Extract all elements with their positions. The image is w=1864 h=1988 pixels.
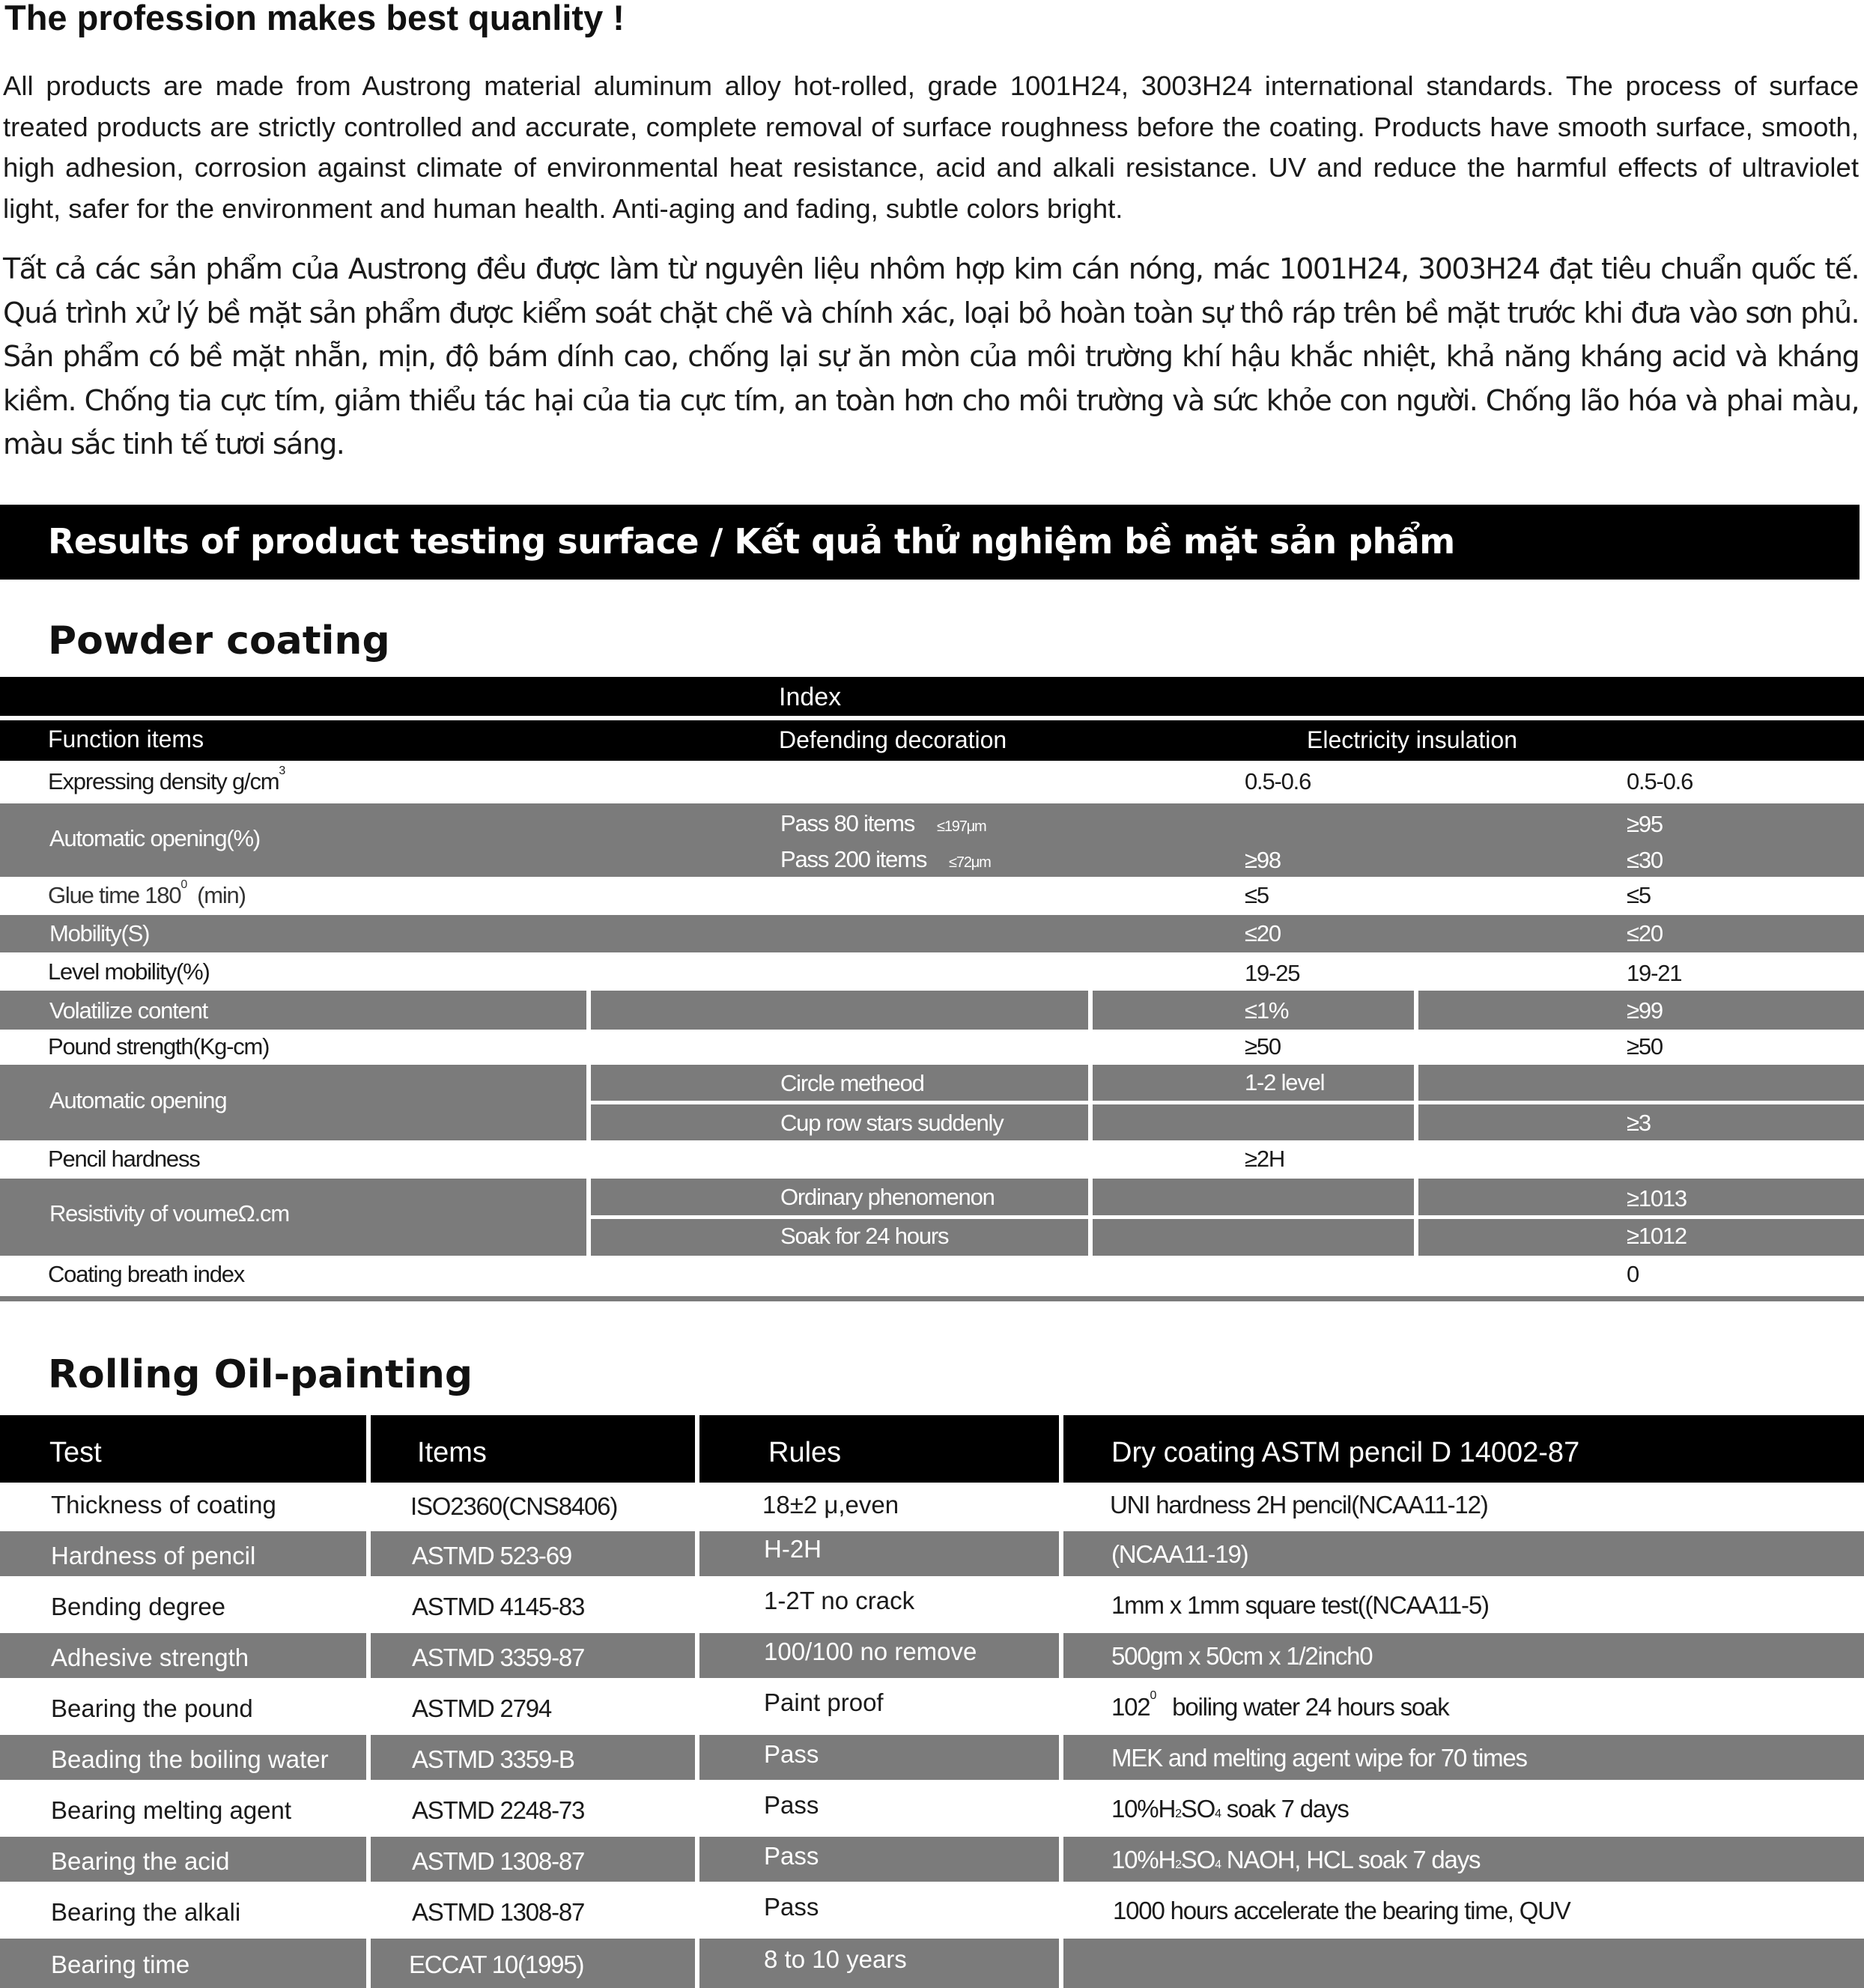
powder-header-defending: Defending decoration (779, 726, 1007, 753)
rolling-row-1-dry: UNI hardness 2H pencil(NCAA11-12) (1110, 1491, 1488, 1519)
rolling-row-9-dry: 1000 hours accelerate the bearing time, QUV (1113, 1897, 1570, 1924)
powder-row-4-v2: ≤20 (1627, 920, 1663, 946)
powder-row-7-label: Pound strength(Kg-cm) (48, 1033, 270, 1060)
rolling-row-1-test: Thickness of coating (51, 1491, 276, 1519)
powder-row-11-label: Coating breath index (48, 1261, 245, 1287)
powder-row-7-v1: ≥50 (1245, 1033, 1281, 1060)
powder-row-6-v2: ≥99 (1627, 997, 1663, 1024)
results-banner (0, 505, 1860, 580)
powder-row-9-label: Pencil hardness (48, 1146, 200, 1172)
rolling-row-6-rules: Pass (764, 1740, 819, 1768)
powder-row-6-divider-2 (1088, 991, 1093, 1030)
powder-row-2-v2a: ≥95 (1627, 811, 1663, 837)
rolling-row-5-items: ASTMD 2794 (412, 1694, 552, 1722)
powder-header-function: Function items (48, 726, 204, 753)
powder-row-4-bg (0, 915, 1864, 952)
rolling-row-1-rules: 18±2 μ,even (762, 1491, 899, 1519)
rolling-row-6-test: Beading the boiling water (51, 1745, 329, 1773)
rolling-row-8-test: Bearing the acid (51, 1847, 230, 1875)
powder-row-6-label: Volatilize content (49, 997, 208, 1024)
powder-row-5-v1: 19-25 (1245, 960, 1300, 986)
powder-row-10-label: Resistivity of voumeΩ.cm (49, 1200, 289, 1226)
powder-row-8-sub1-v1: 1-2 level (1245, 1069, 1325, 1095)
powder-row-4-label: Mobility(S) (49, 920, 150, 946)
rolling-row-3-rules: 1-2T no crack (764, 1587, 915, 1614)
powder-row-8-sub2: Cup row stars suddenly (780, 1110, 1004, 1136)
powder-row-10-hdivider (586, 1215, 1864, 1219)
rolling-row-7-items: ASTMD 2248-73 (412, 1796, 585, 1824)
rolling-row-2-rules: H-2H (764, 1535, 822, 1563)
powder-row-5-label: Level mobility(%) (48, 958, 210, 985)
powder-header-index: Index (779, 683, 842, 711)
rolling-row-3-test: Bending degree (51, 1593, 226, 1620)
rolling-row-10-bg-4 (1063, 1939, 1864, 1988)
rolling-row-4-items: ASTMD 3359-87 (412, 1644, 585, 1671)
rolling-row-4-dry: 500gm x 50cm x 1/2inch0 (1111, 1642, 1373, 1670)
rolling-row-2-items: ASTMD 523-69 (412, 1542, 572, 1569)
rolling-row-1-items: ISO2360(CNS8406) (410, 1492, 618, 1520)
rolling-row-8-items: ASTMD 1308-87 (412, 1847, 585, 1875)
powder-row-2-label: Automatic opening(%) (49, 825, 260, 851)
rolling-title: Rolling Oil-painting (48, 1352, 473, 1397)
rolling-row-8-dry: 10%H2SO4 NAOH, HCL soak 7 days (1111, 1846, 1481, 1873)
powder-row-10-sub2: Soak for 24 hours (780, 1223, 949, 1249)
rolling-header-rules-bg (699, 1415, 1059, 1483)
powder-coating-title: Powder coating (48, 618, 390, 663)
powder-row-8-sub1: Circle metheod (780, 1070, 924, 1096)
rolling-row-2-dry: (NCAA11-19) (1111, 1540, 1248, 1568)
rolling-row-10-test: Bearing time (51, 1951, 190, 1978)
powder-row-8-hdivider (586, 1101, 1864, 1104)
rolling-row-5-dry: $102^0$ boiling water 24 hours soak (1111, 1689, 1449, 1721)
powder-row-2-v2b: ≤30 (1627, 847, 1663, 873)
rolling-row-2-bg-3 (699, 1531, 1059, 1576)
rolling-row-6-bg-3 (699, 1735, 1059, 1780)
rolling-row-8-rules: Pass (764, 1842, 819, 1870)
rolling-row-6-items: ASTMD 3359-B (412, 1745, 574, 1773)
rolling-row-4-rules: 100/100 no remove (764, 1638, 977, 1665)
rolling-row-7-rules: Pass (764, 1791, 819, 1819)
rolling-row-3-items: ASTMD 4145-83 (412, 1593, 585, 1620)
powder-row-1-v1: 0.5-0.6 (1245, 768, 1311, 794)
page-title: The profession makes best quanlity ! (4, 0, 625, 37)
rolling-header-rules: Rules (768, 1437, 842, 1468)
powder-row-6-v1: ≤1% (1245, 997, 1289, 1024)
powder-row-6-bg (0, 991, 1864, 1030)
rolling-header-dry: Dry coating ASTM pencil D 14002-87 (1111, 1437, 1580, 1468)
rolling-row-5-test: Bearing the pound (51, 1694, 253, 1722)
rolling-row-5-rules: Paint proof (764, 1688, 884, 1716)
powder-table-bottom-line (0, 1296, 1864, 1301)
powder-row-5-v2: 19-21 (1627, 960, 1682, 986)
powder-row-11-v2: 0 (1627, 1261, 1639, 1287)
powder-row-7-v2: ≥50 (1627, 1033, 1663, 1060)
powder-row-3-v1: ≤5 (1245, 882, 1269, 908)
rolling-row-4-test: Adhesive strength (51, 1644, 249, 1671)
rolling-row-9-rules: Pass (764, 1893, 819, 1921)
rolling-header-test: Test (49, 1437, 102, 1468)
powder-row-4-v1: ≤20 (1245, 920, 1281, 946)
rolling-row-2-test: Hardness of pencil (51, 1542, 256, 1569)
rolling-row-9-items: ASTMD 1308-87 (412, 1898, 585, 1926)
powder-header-index-row (0, 677, 1864, 716)
rolling-header-items: Items (417, 1437, 487, 1468)
powder-row-6-divider-3 (1414, 991, 1418, 1030)
rolling-row-8-bg-3 (699, 1837, 1059, 1882)
powder-row-2-v1b: ≥98 (1245, 847, 1281, 873)
powder-row-1-label: Expressing density $g/cm^3$ (48, 765, 285, 794)
powder-row-10-sub1: Ordinary phenomenon (780, 1184, 995, 1210)
powder-row-6-divider-1 (586, 991, 591, 1030)
powder-row-8-sub2-v2: ≥3 (1627, 1110, 1651, 1136)
powder-row-8-label: Automatic opening (49, 1087, 227, 1113)
intro-vietnamese: Tất cả các sản phẩm của Austrong đều được làm từ nguyên liệu nhôm hợp kim cán nóng, mác 1001H24, 3003H24 đạt tiêu chuẩn quốc tế. Quá trình xử lý bề mặt sản phẩm được kiểm soát chặt chẽ và chính xác, loại bỏ hoàn toàn sự thô ráp trên bề mặt trước khi đưa vào sơn phủ. Sản phẩm có bề mặt nhẵn, mịn, độ bám dính cao, chống lại sự ăn mòn của môi trường khí hậu khắc nhiệt, khả năng kháng acid và kháng kiềm. Chống tia cực tím, giảm thiểu tác hại của tia cực tím, an toàn hơn cho môi trường và sức khỏe con người. Chống lão hóa và phai màu, màu sắc tinh tế tươi sáng. (3, 252, 1859, 460)
powder-header-electricity: Electricity insulation (1307, 726, 1517, 753)
powder-row-9-v1: ≥2H (1245, 1146, 1285, 1172)
powder-row-3-label: Glue time $180^0$ (min) (48, 878, 246, 908)
rolling-row-9-test: Bearing the alkali (51, 1898, 241, 1926)
powder-row-2-sub2: Pass 200 items ≤72μm (780, 846, 991, 872)
powder-row-10-sub1-v2: ≥1013 (1627, 1185, 1687, 1212)
powder-row-2-sub1: Pass 80 items ≤197μm (780, 810, 986, 836)
intro-english: All products are made from Austrong material aluminum alloy hot-rolled, grade 1001H24, 3003H24 international standards. The process of surface treated products are strictly controlled and accurate, complete removal of surface roughness before the coating. Products have smooth surface, smooth, high adhesion, corrosion against climate of environmental heat resistance, acid and alkali resistance. UV and reduce the harmful effects of ultraviolet light, safer for the environment and human health. Anti-aging and fading, subtle colors bright. (3, 70, 1859, 224)
powder-row-3-v2: ≤5 (1627, 882, 1651, 908)
rolling-row-10-items: ECCAT 10(1995) (409, 1951, 584, 1978)
rolling-row-7-dry: 10%H2SO4 soak 7 days (1111, 1795, 1349, 1823)
rolling-row-3-dry: 1mm x 1mm square test((NCAA11-5) (1111, 1591, 1489, 1619)
rolling-row-6-dry: MEK and melting agent wipe for 70 times (1111, 1744, 1527, 1772)
powder-row-1-v2: 0.5-0.6 (1627, 768, 1693, 794)
powder-row-10-sub2-v2: ≥1012 (1627, 1223, 1687, 1249)
rolling-row-7-test: Bearing melting agent (51, 1796, 292, 1824)
rolling-row-10-rules: 8 to 10 years (764, 1945, 907, 1973)
results-banner-text: Results of product testing surface / Kết quả thử nghiệm bề mặt sản phẩm (48, 521, 1455, 562)
